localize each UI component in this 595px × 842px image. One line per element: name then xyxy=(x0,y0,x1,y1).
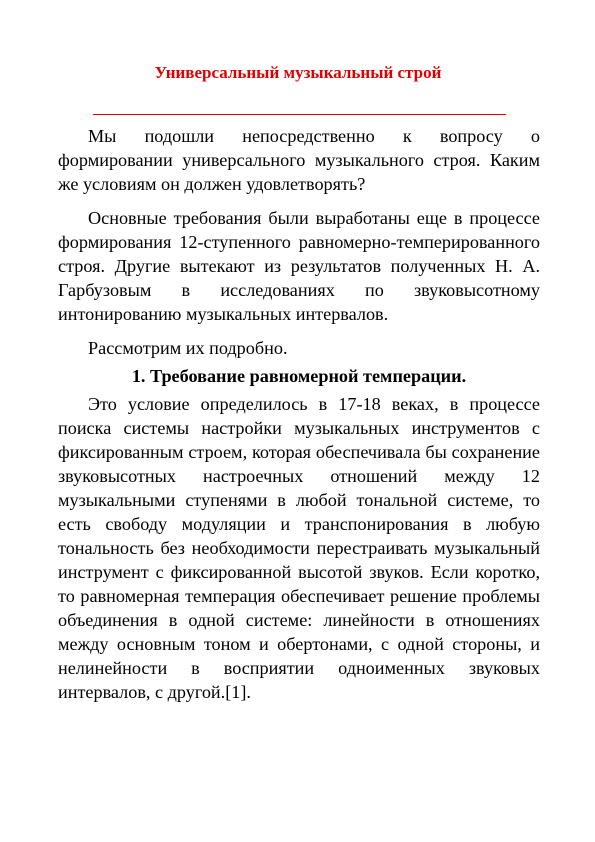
document-body xyxy=(58,124,540,704)
document-title: Универсальный музыкальный строй xyxy=(154,63,442,82)
paragraph-temperament: Это условие определилось в 17-18 веках, в процессе поиска системы настройки музыкальных инструментов с фиксированным строем, которая обеспечивала бы сохранение звуковысотных настроечных отношений между 12 музыкальными ступенями в любой тональной системе, то есть свободу модуляции и транспонирования в любую тональность без необходимости перестраивать музыкальный инструмент с фиксированной высотой звуков. Если коротко, то равномерная темперация обеспечивает решение проблемы объединения в одной системе: линейности в отношениях между основным тоном и обертонами, с одной стороны, и нелинейности в восприятии одноименных звуковых интервалов, с другой.[1]. xyxy=(58,394,540,702)
paragraph-requirements: Основные требования были выработаны еще в процессе формирования 12-ступенного равномерно-темперированного строя. Другие вытекают из результатов полученных Н. А. Гарбузовым в исследованиях по звуковысотному интонированию музыкальных интервалов. xyxy=(58,208,540,324)
section-heading: 1. Требование равномерной темперации. xyxy=(131,366,467,386)
title-underline-rule xyxy=(93,114,506,115)
paragraph-intro: Мы подошли непосредственно к вопросу о формировании универсального музыкального строя. Каким же условиям он должен удовлетворять? xyxy=(58,126,540,194)
paragraph-consider: Рассмотрим их подробно. xyxy=(88,338,288,358)
